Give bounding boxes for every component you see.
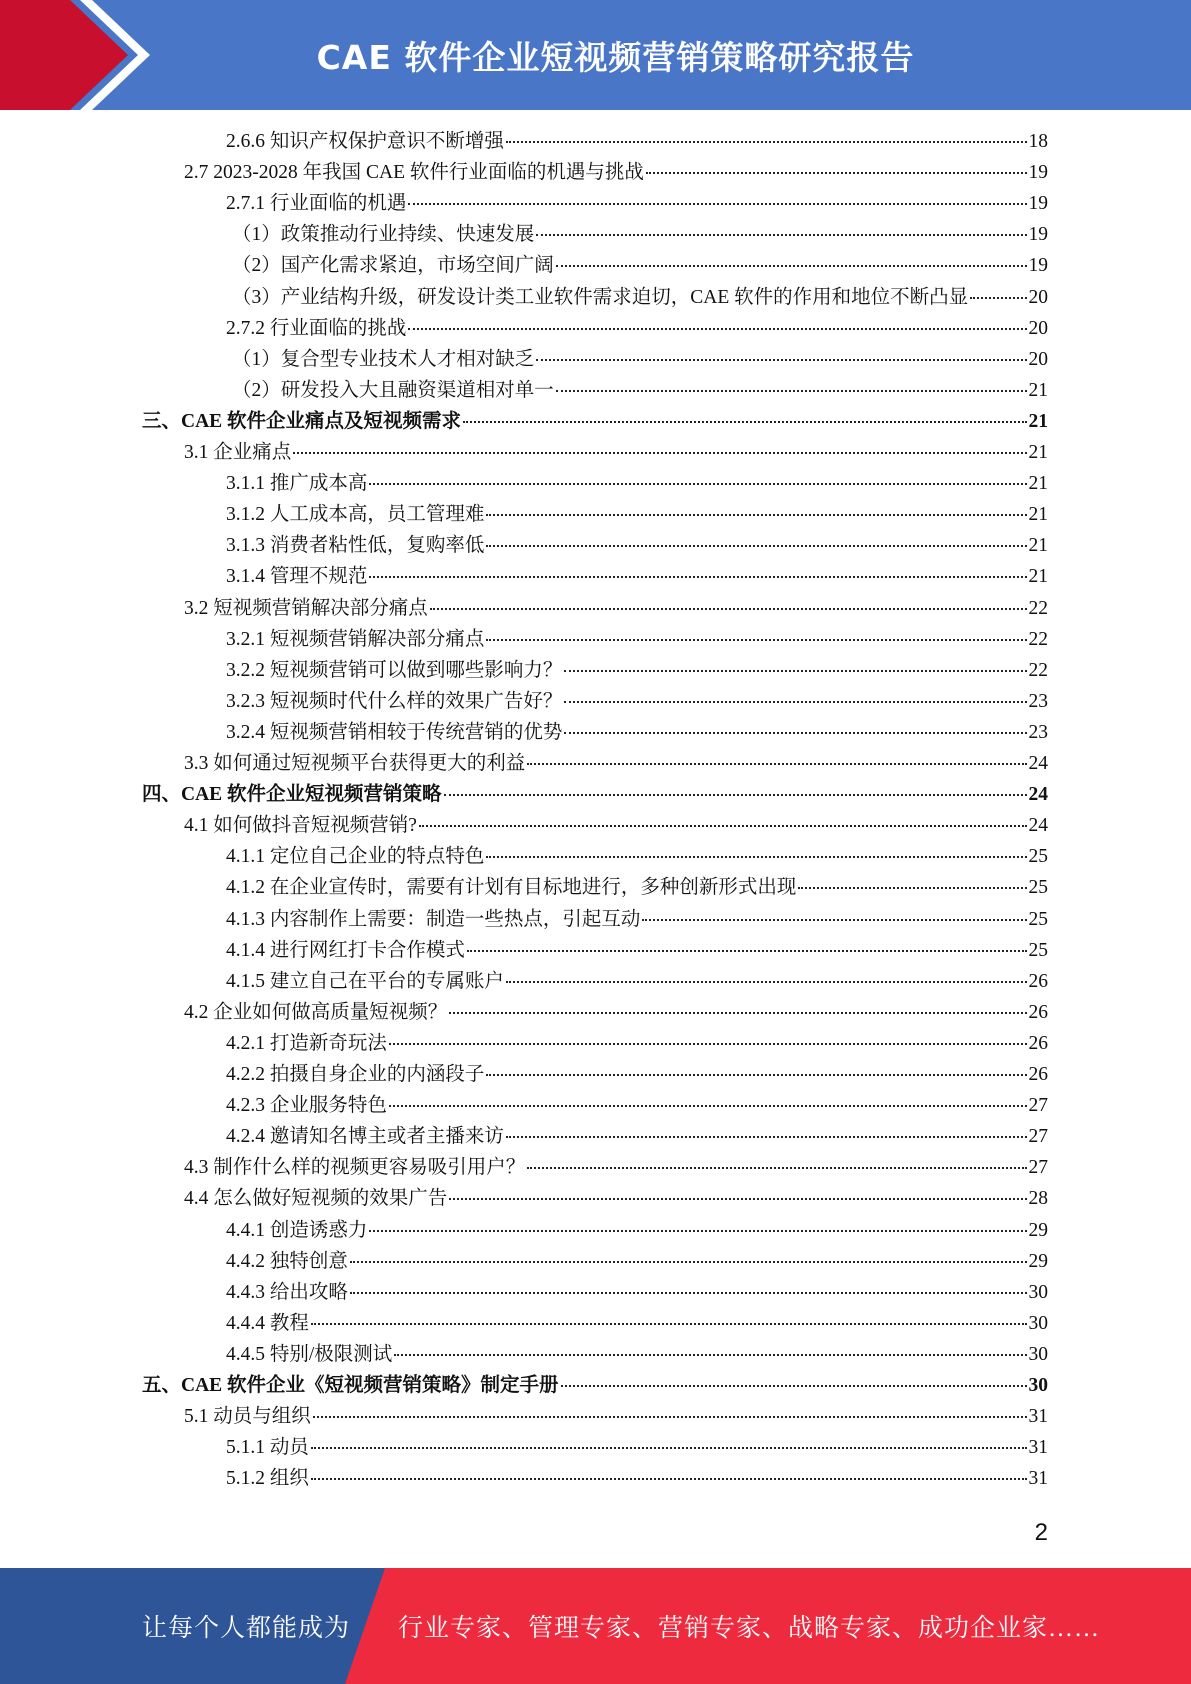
toc-dot-leader [486, 856, 1026, 858]
toc-entry-page: 26 [1028, 1032, 1048, 1054]
toc-entry-page: 19 [1028, 224, 1048, 246]
toc-entry[interactable] [226, 966, 1048, 997]
toc-entry[interactable] [226, 1090, 1048, 1121]
toc-entry-page: 21 [1028, 566, 1048, 588]
toc-dot-leader [642, 919, 1026, 921]
toc-entry[interactable] [184, 810, 1048, 841]
toc-entry[interactable] [226, 561, 1048, 592]
toc-dot-leader [463, 421, 1026, 423]
toc-entry-title: 3.1 企业痛点 [184, 442, 292, 463]
toc-entry[interactable] [226, 935, 1048, 966]
toc-entry[interactable] [226, 499, 1048, 530]
toc-entry-page: 19 [1028, 255, 1048, 277]
toc-entry[interactable] [226, 1215, 1048, 1246]
toc-dot-leader [408, 203, 1026, 205]
toc-entry-page: 20 [1028, 348, 1048, 370]
toc-dot-leader [350, 1292, 1027, 1294]
toc-dot-leader [486, 639, 1026, 641]
toc-dot-leader [798, 887, 1026, 889]
toc-entry-page: 21 [1028, 379, 1048, 401]
toc-dot-leader [486, 1074, 1026, 1076]
toc-entry[interactable] [226, 655, 1048, 686]
toc-dot-leader [527, 763, 1026, 765]
toc-entry[interactable] [184, 748, 1048, 779]
toc-entry-page: 26 [1028, 1064, 1048, 1085]
toc-dot-leader [430, 608, 1027, 610]
toc-entry-title: 4.4.3 给出攻略 [226, 1281, 348, 1303]
toc-entry-title: 3.1.1 推广成本高 [226, 473, 368, 495]
toc-entry-page: 30 [1028, 1375, 1048, 1396]
toc-dot-leader [536, 234, 1026, 236]
toc-entry-title: 4.1.2 在企业宣传时，需要有计划有目标地进行，多种创新形式出现 [226, 877, 797, 899]
toc-entry-page: 25 [1028, 939, 1048, 961]
toc-entry-title: 4.2.4 邀请知名博主或者主播来访 [226, 1126, 504, 1148]
toc-entry-title: 五、CAE 软件企业《短视频营销策略》制定手册 [142, 1375, 559, 1396]
toc-dot-leader [506, 141, 1027, 143]
toc-entry-page: 27 [1028, 1095, 1048, 1117]
toc-entry[interactable] [226, 841, 1048, 872]
toc-entry-page: 19 [1028, 193, 1048, 215]
toc-entry-title: 2.7 2023-2028 年我国 CAE 软件行业面临的机遇与挑战 [184, 162, 644, 184]
toc-entry-title: 4.2.3 企业服务特色 [226, 1095, 387, 1117]
toc-dot-leader [970, 297, 1026, 299]
toc-dot-leader [369, 1230, 1026, 1232]
toc-entry[interactable] [226, 1028, 1048, 1059]
toc-dot-leader [449, 1012, 1026, 1014]
toc-entry-page: 21 [1028, 535, 1048, 557]
toc-entry-page: 18 [1028, 131, 1048, 152]
toc-dot-leader [646, 172, 1027, 174]
toc-entry[interactable] [226, 1246, 1048, 1277]
toc-entry-page: 19 [1028, 162, 1048, 184]
toc-dot-leader [467, 950, 1027, 952]
toc-entry-page: 31 [1028, 1468, 1048, 1490]
toc-entry-page: 25 [1028, 877, 1048, 899]
toc-entry-title: （1）复合型专业技术人才相对缺乏 [232, 348, 535, 370]
toc-entry-page: 23 [1028, 690, 1048, 712]
toc-entry-title: 3.3 如何通过短视频平台获得更大的利益 [184, 753, 526, 774]
toc-entry-page: 30 [1028, 1281, 1048, 1303]
toc-entry-title: 3.2.3 短视频时代什么样的效果广告好？ [226, 690, 563, 712]
toc-entry[interactable] [226, 1308, 1048, 1339]
toc-entry-title: 4.4.2 独特创意 [226, 1250, 348, 1272]
toc-dot-leader [444, 794, 1027, 796]
toc-dot-leader [561, 1385, 1027, 1387]
toc-entry-title: 2.7.1 行业面临的机遇 [226, 193, 407, 215]
toc-entry-title: 3.2.4 短视频营销相较于传统营销的优势 [226, 721, 563, 743]
toc-entry[interactable] [184, 1152, 1048, 1183]
toc-entry[interactable] [226, 1463, 1048, 1494]
toc-entry-title: 3.1.3 消费者粘性低，复购率低 [226, 535, 485, 557]
toc-entry-title: 4.1.5 建立自己在平台的专属账户 [226, 970, 504, 992]
toc-entry-title: 四、CAE 软件企业短视频营销策略 [142, 784, 442, 806]
toc-entry-page: 30 [1028, 1312, 1048, 1334]
toc-entry-title: 4.1.3 内容制作上需要：制造一些热点，引起互动 [226, 908, 641, 930]
toc-entry-page: 22 [1028, 628, 1048, 650]
toc-entry[interactable] [142, 406, 1048, 437]
footer-slogan-right: 行业专家、管理专家、营销专家、战略专家、成功企业家…… [398, 1615, 1101, 1642]
toc-entry-title: 2.7.2 行业面临的挑战 [226, 317, 407, 339]
toc-dot-leader [536, 359, 1026, 361]
toc-dot-leader [419, 825, 1027, 827]
toc-entry-title: 3.2.1 短视频营销解决部分痛点 [226, 628, 485, 650]
toc-entry-title: 3.2.2 短视频营销可以做到哪些影响力？ [226, 659, 563, 681]
toc-entry[interactable] [184, 157, 1048, 188]
toc-entry-title: 5.1.1 动员 [226, 1437, 309, 1459]
toc-dot-leader [564, 701, 1026, 703]
toc-entry-title: 4.4 怎么做好短视频的效果广告 [184, 1188, 448, 1210]
toc-entry-page: 21 [1028, 473, 1048, 495]
toc-entry-title: 4.4.4 教程 [226, 1312, 309, 1334]
toc-entry-page: 22 [1028, 659, 1048, 681]
toc-dot-leader [369, 483, 1026, 485]
toc-entry-title: 4.1.4 进行网红打卡合作模式 [226, 939, 465, 961]
toc-dot-leader [389, 1043, 1027, 1045]
toc-dot-leader [394, 1354, 1026, 1356]
footer-banner [0, 1568, 1191, 1684]
toc-entry[interactable] [226, 1432, 1048, 1463]
toc-dot-leader [564, 670, 1026, 672]
toc-entry-title: （2）国产化需求紧迫，市场空间广阔 [232, 255, 554, 277]
toc-entry[interactable] [232, 375, 1048, 406]
toc-entry-page: 24 [1028, 784, 1048, 806]
toc-entry[interactable] [226, 1121, 1048, 1152]
toc-entry-page: 25 [1028, 908, 1048, 930]
toc-entry[interactable] [226, 188, 1048, 219]
toc-entry[interactable] [226, 468, 1048, 499]
toc-entry-page: 24 [1028, 753, 1048, 774]
toc-entry[interactable] [184, 593, 1048, 624]
toc-entry-page: 26 [1028, 1001, 1048, 1023]
toc-entry-title: 3.2 短视频营销解决部分痛点 [184, 597, 428, 619]
footer-slogan-left: 让每个人都能成为 [142, 1615, 351, 1642]
toc-entry[interactable] [226, 872, 1048, 903]
toc-entry[interactable] [232, 344, 1048, 375]
toc-entry[interactable] [226, 717, 1048, 748]
toc-dot-leader [408, 328, 1026, 330]
toc-entry-page: 29 [1028, 1219, 1048, 1241]
toc-entry-title: 4.2.2 拍摄自身企业的内涵段子 [226, 1064, 485, 1085]
toc-entry[interactable] [226, 1059, 1048, 1090]
toc-dot-leader [527, 1167, 1026, 1169]
toc-entry-title: 5.1 动员与组织 [184, 1406, 311, 1428]
toc-dot-leader [556, 390, 1027, 392]
toc-dot-leader [556, 265, 1027, 267]
toc-entry-page: 21 [1028, 410, 1048, 432]
toc-entry[interactable] [226, 530, 1048, 561]
toc-entry[interactable] [226, 624, 1048, 655]
toc-entry-page: 21 [1028, 504, 1048, 526]
toc-entry[interactable] [232, 250, 1048, 281]
toc-entry-title: 4.4.1 创造诱惑力 [226, 1219, 368, 1241]
toc-entry-page: 27 [1028, 1126, 1048, 1148]
toc-entry-page: 30 [1028, 1343, 1048, 1365]
toc-entry-title: 4.1 如何做抖音短视频营销? [184, 815, 417, 837]
toc-dot-leader [311, 1478, 1027, 1480]
toc-entry-page: 31 [1028, 1437, 1048, 1459]
toc-dot-leader [311, 1323, 1027, 1325]
toc-entry-page: 24 [1028, 815, 1048, 837]
toc-entry-title: 三、CAE 软件企业痛点及短视频需求 [142, 410, 462, 432]
toc-dot-leader [389, 1105, 1027, 1107]
toc-entry-page: 25 [1028, 846, 1048, 868]
toc-entry[interactable] [184, 997, 1048, 1028]
toc-entry[interactable] [142, 1370, 1048, 1401]
toc-entry-page: 29 [1028, 1250, 1048, 1272]
toc-entry-title: 2.6.6 知识产权保护意识不断增强 [226, 131, 504, 152]
toc-entry-title: 4.2 企业如何做高质量短视频？ [184, 1001, 448, 1023]
toc-entry[interactable] [184, 437, 1048, 468]
toc-entry-title: （1）政策推动行业持续、快速发展 [232, 224, 535, 246]
toc-entry[interactable] [232, 219, 1048, 250]
toc-entry-page: 20 [1028, 317, 1048, 339]
toc-dot-leader [486, 514, 1026, 516]
toc-entry[interactable] [226, 126, 1048, 157]
toc-dot-leader [311, 1447, 1027, 1449]
toc-entry-page: 28 [1028, 1188, 1048, 1210]
toc-entry[interactable] [226, 1339, 1048, 1370]
toc-entry-page: 26 [1028, 970, 1048, 992]
toc-dot-leader [350, 1261, 1027, 1263]
toc-entry-title: 4.4.5 特别/极限测试 [226, 1343, 393, 1365]
header-banner [0, 0, 1191, 110]
document-title: CAE 软件企业短视频营销策略研究报告 [316, 37, 915, 77]
toc-entry[interactable] [232, 282, 1048, 313]
toc-entry-page: 21 [1028, 442, 1048, 463]
toc-dot-leader [506, 1136, 1027, 1138]
toc-entry-page: 23 [1028, 721, 1048, 743]
toc-entry-title: （3）产业结构升级，研发设计类工业软件需求迫切，CAE 软件的作用和地位不断凸显 [232, 286, 969, 308]
toc-entry-page: 31 [1028, 1406, 1048, 1428]
toc-entry-title: 4.2.1 打造新奇玩法 [226, 1032, 387, 1054]
toc-dot-leader [293, 452, 1026, 454]
toc-entry[interactable] [226, 686, 1048, 717]
toc-entry-page: 20 [1028, 286, 1048, 308]
toc-entry-title: 3.1.2 人工成本高，员工管理难 [226, 504, 485, 526]
toc-dot-leader [449, 1198, 1026, 1200]
toc-entry[interactable] [226, 1277, 1048, 1308]
toc-dot-leader [564, 732, 1026, 734]
toc-entry[interactable] [226, 904, 1048, 935]
toc-entry[interactable] [184, 1183, 1048, 1214]
toc-dot-leader [369, 576, 1026, 578]
toc-entry-page: 27 [1028, 1157, 1048, 1179]
toc-entry-title: 5.1.2 组织 [226, 1468, 309, 1490]
toc-entry-title: （2）研发投入大且融资渠道相对单一 [232, 379, 554, 401]
toc-entry[interactable] [142, 779, 1048, 810]
page-number: 2 [1034, 1519, 1048, 1546]
toc-dot-leader [313, 1416, 1027, 1418]
toc-entry-title: 4.1.1 定位自己企业的特点特色 [226, 846, 485, 868]
toc-entry-title: 4.3 制作什么样的视频更容易吸引用户？ [184, 1157, 526, 1179]
toc-entry[interactable] [226, 313, 1048, 344]
toc-dot-leader [506, 981, 1027, 983]
toc-entry-title: 3.1.4 管理不规范 [226, 566, 368, 588]
toc-entry-page: 22 [1028, 597, 1048, 619]
toc-entry[interactable] [184, 1401, 1048, 1432]
toc-dot-leader [486, 545, 1026, 547]
